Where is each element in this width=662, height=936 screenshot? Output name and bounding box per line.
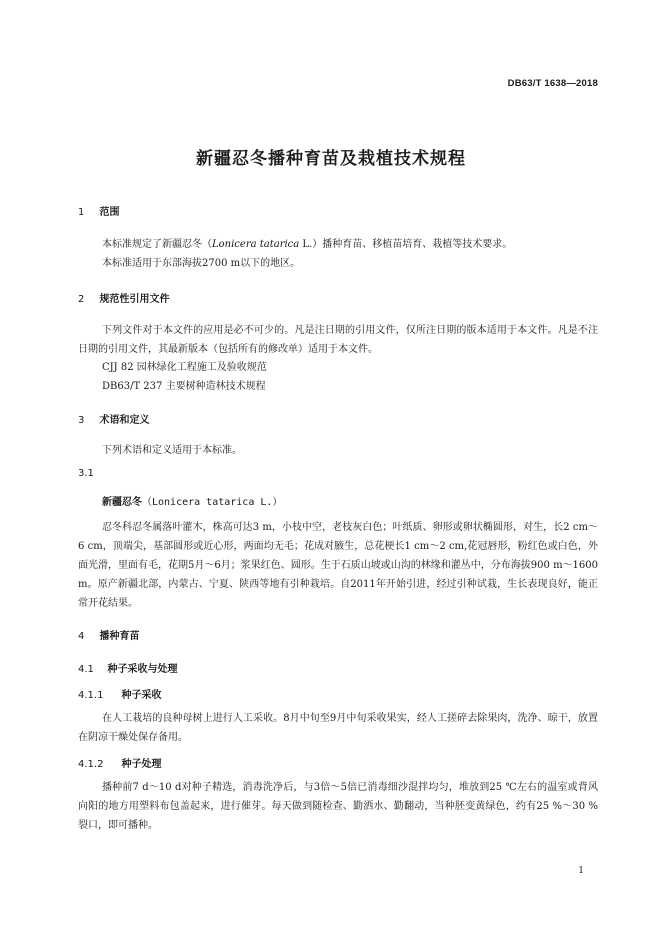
section-title: 种子处理 [121, 759, 162, 770]
seed-treatment-paragraph: 播种前7 d～10 d对种子精选，消毒洗净后，与3倍～5倍已消毒细沙混拌均匀，堆放到25 ℃左右的温室或背风向阳的地方用塑料布包盖起来，进行催芽。每天做到随检查、勤洒水、勤翻动，当种胚变黄绿色，约有25 %～30 %裂口，即可播种。 [78, 782, 598, 831]
section-title: 种子采收 [121, 690, 162, 701]
term-name: 新疆忍冬 [102, 497, 142, 508]
term-latin-name: （Lonicera tatarica L.） [142, 497, 283, 508]
section-3-heading [78, 411, 149, 426]
standard-code: DB63/T 1638—2018 [507, 78, 598, 89]
terms-intro-paragraph: 下列术语和定义适用于本标准。 [102, 445, 242, 456]
section-title: 术语和定义 [99, 415, 150, 426]
term-definition-paragraph: 忍冬科忍冬属落叶灌木，株高可达3 m，小枝中空，老枝灰白色；叶纸质、卵形或卵状椭圆形，对生，长2 cm～6 cm，顶端尖，基部圆形或近心形，两面均无毛；花成对腋生，总花梗长1 cm～2 cm,花冠唇形，粉红色或白色，外面光滑，里面有毛，花期5月～6月；浆果红色、圆形。生于石质山坡或山沟的林缘和灌丛中，分布海拔900 m～1600 m。原产新疆北部，内蒙古、宁夏、陕西等地有引种栽培。自2011年开始引进，经过引种试栽，生长表现良好，能正常开花结果。 [78, 522, 598, 609]
scope-paragraph-1 [102, 235, 512, 254]
section-title: 播种育苗 [99, 631, 140, 642]
section-number: 4.1.1 [78, 690, 104, 701]
section-title: 种子采收与处理 [107, 664, 178, 675]
section-4-1-1-heading [78, 686, 161, 701]
subsection-3-1-number [78, 468, 96, 479]
reference-item: CJJ 82 园林绿化工程施工及验收规范 [102, 362, 267, 373]
page-number: 1 [578, 866, 584, 876]
section-1-heading [78, 203, 119, 218]
section-number: 3.1 [78, 468, 94, 479]
section-4-1-heading [78, 660, 177, 675]
section-title: 规范性引用文件 [99, 294, 170, 305]
section-4-heading [78, 627, 139, 642]
seed-collection-paragraph: 在人工栽培的良种母树上进行人工采收。8月中旬至9月中旬采收果实，经人工搓碎去除果肉，洗净、晾干，放置在阴凉干燥处保存备用。 [78, 713, 598, 743]
references-intro-paragraph: 下列文件对于本文件的应用是必不可少的。凡是注日期的引用文件，仅所注日期的版本适用于本文件。凡是不注日期的引用文件，其最新版本（包括所有的修改单）适用于本文件。 [78, 325, 598, 355]
term-heading [102, 493, 282, 508]
section-number: 4.1 [78, 664, 94, 675]
text-run: 本标准规定了新疆忍冬（ [102, 239, 212, 250]
section-number: 2 [78, 294, 85, 305]
reference-item: DB63/T 237 主要树种造林技术规程 [102, 381, 266, 392]
section-4-1-2-heading [78, 755, 161, 770]
section-2-heading [78, 290, 169, 305]
section-number: 3 [78, 415, 85, 426]
section-number: 1 [78, 207, 85, 218]
scope-paragraph-2: 本标准适用于东部海拔2700 m以下的地区。 [102, 258, 301, 269]
text-run: L.）播种育苗、移植苗培育、栽植等技术要求。 [299, 239, 513, 250]
section-title: 范围 [99, 207, 120, 218]
section-number: 4 [78, 631, 85, 642]
section-number: 4.1.2 [78, 759, 104, 770]
latin-name: Lonicera tatarica [212, 239, 300, 250]
page-title: 新疆忍冬播种育苗及栽植技术规程 [196, 149, 466, 169]
